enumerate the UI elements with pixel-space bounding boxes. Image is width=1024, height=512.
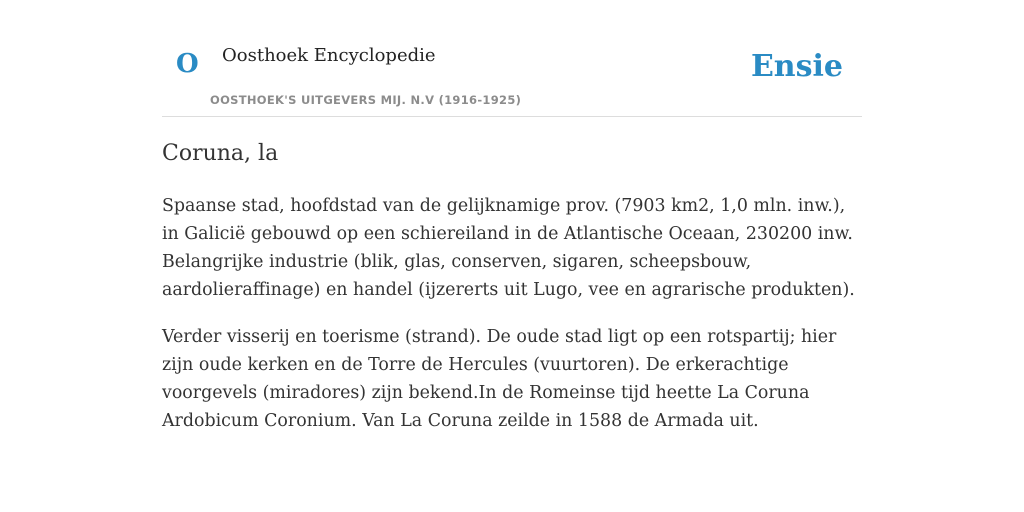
site-name-link[interactable]: Oosthoek Encyclopedie: [222, 45, 436, 66]
publisher-label: OOSTHOEK'S UITGEVERS MIJ. N.V (1916-1925): [210, 93, 522, 107]
article-title: Coruna, la: [162, 141, 279, 166]
site-logo[interactable]: O: [176, 49, 199, 79]
article-body: [162, 192, 862, 454]
site-header: [162, 0, 862, 117]
ensie-brand-link[interactable]: Ensie: [750, 49, 843, 84]
article-paragraph: Spaanse stad, hoofdstad van de gelijknamige prov. (7903 km2, 1,0 mln. inw.), in Galicië gebouwd op een schiereiland in de Atlantische Oceaan, 230200 inw. Belangrijke industrie (blik, glas, conserven, sigaren, scheepsbouw, aardolieraffinage) en handel (ijzererts uit Lugo, vee en agrarische produkten).: [162, 196, 855, 300]
page-container: [162, 0, 862, 431]
article-paragraph: Verder visserij en toerisme (strand). De oude stad ligt op een rotspartij; hier zijn oude kerken en de Torre de Hercules (vuurtoren). De erkerachtige voorgevels (miradores) zijn bekend.In de Romeinse tijd heette La Coruna Ardobicum Coronium. Van La Coruna zeilde in 1588 de Armada uit.: [162, 327, 837, 431]
